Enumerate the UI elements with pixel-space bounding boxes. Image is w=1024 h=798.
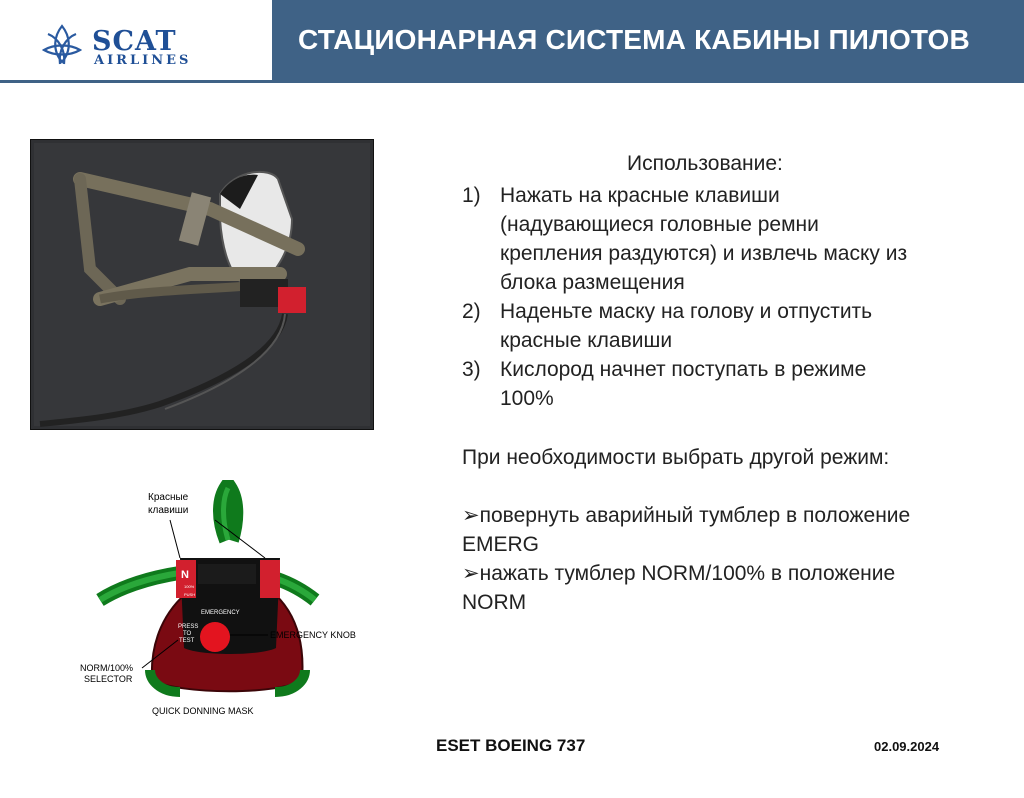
footer-date: 02.09.2024 bbox=[874, 739, 940, 754]
bullet-line: NORM bbox=[462, 591, 527, 614]
step-line: 100% bbox=[500, 387, 554, 410]
mask-diagram bbox=[80, 480, 380, 720]
step-line: блока размещения bbox=[500, 271, 685, 294]
logo-area bbox=[0, 0, 272, 78]
diagram-label-selector: NORM/100% bbox=[80, 663, 134, 673]
logo-text: SCAT bbox=[92, 26, 177, 57]
step-number: 2) bbox=[462, 300, 481, 323]
diagram-label-selector: SELECTOR bbox=[84, 674, 133, 684]
bullet-item bbox=[462, 501, 1002, 559]
diagram-label-100: 100% bbox=[184, 584, 195, 589]
usage-title: Использование: bbox=[627, 152, 783, 175]
step-line: Кислород начнет поступать в режиме bbox=[500, 358, 867, 381]
header-divider bbox=[0, 80, 305, 83]
step-line: Наденьте маску на голову и отпустить bbox=[500, 300, 873, 323]
diagram-label-red-keys: клавиши bbox=[148, 505, 189, 516]
oxygen-mask-photo bbox=[30, 139, 374, 430]
bullet-arrow-icon: ➢ bbox=[462, 504, 480, 527]
diagram-label-push: PUSH bbox=[184, 592, 196, 597]
diagram-label-emergency-small: EMERGENCY bbox=[201, 610, 240, 616]
other-mode-text: При необходимости выбрать другой режим: bbox=[462, 446, 890, 469]
diagram-label-red-keys: Красные bbox=[148, 492, 189, 503]
bullet-item bbox=[462, 559, 1002, 617]
step-number: 1) bbox=[462, 184, 481, 207]
diagram-label-press: PRESS bbox=[178, 624, 199, 630]
step-line: красные клавиши bbox=[500, 329, 673, 352]
step-line: Нажать на красные клавиши bbox=[500, 184, 780, 207]
step-number: 3) bbox=[462, 358, 481, 381]
bullet-line: нажать тумблер NORM/100% в положение bbox=[479, 562, 896, 585]
diagram-label-test: TEST bbox=[179, 638, 195, 644]
bullet-arrow-icon: ➢ bbox=[462, 562, 480, 585]
step-line: крепления раздуются) и извлечь маску из bbox=[500, 242, 908, 265]
scat-logo-icon bbox=[40, 22, 240, 68]
diagram-label-to: TO bbox=[183, 631, 192, 637]
page-title: СТАЦИОНАРНАЯ СИСТЕМА КАБИНЫ ПИЛОТОВ bbox=[298, 24, 970, 55]
logo-subtext: AIRLINES bbox=[94, 53, 192, 68]
diagram-label-n: N bbox=[181, 569, 189, 581]
step-line: (надувающиеся головные ремни bbox=[500, 213, 819, 236]
footer-course-label: ESET BOEING 737 bbox=[436, 736, 586, 755]
diagram-caption: QUICK DONNING MASK bbox=[152, 706, 254, 716]
bullet-line: EMERG bbox=[462, 533, 540, 556]
bullet-line: повернуть аварийный тумблер в положение bbox=[479, 504, 911, 527]
diagram-label-emergency-knob: EMERGENCY KNOB bbox=[270, 630, 356, 640]
